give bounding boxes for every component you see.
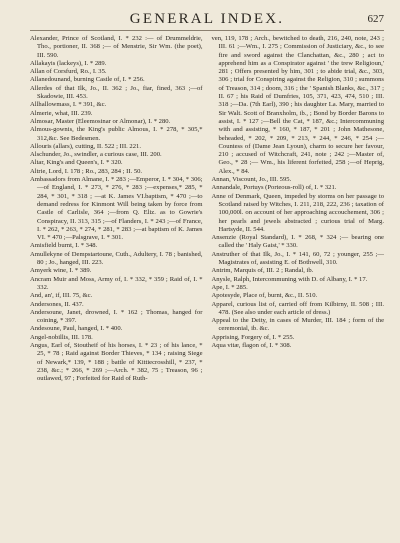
index-entry: Allan of Corsfurd, Ro., I. 35. [30,68,107,76]
index-entry: Apprising, Forgery of, I. * 255. [211,333,295,341]
index-entry: Allouris (allars), cutting, II. 522 ; III. 221. [30,142,141,150]
index-entry: And, an', if, III. 75, &c. [30,292,93,300]
index-entry: Almosar, Master (Eleemosinar or Almonar), I. * 280. [30,117,171,125]
index-entry: Ancram Muir and Moss, Army of, I. * 332, * 359 ; Raid of, I. * 332. [30,275,203,291]
index-entry: Allakayis (lackeys), I. * 289. [30,59,107,67]
index-entry: Almerie, what, III. 239. [30,109,93,117]
index-entry: Alexander, Prince of Scotland, I. * 232 :— of Drummeldrie, Tho., portioner, II. 368 ;— of Menstrie, Sir Wm. (the poet), III. 590. [30,35,203,59]
index-entry: ven, 119, 178 ; Arch., bewitched to death, 216, 240, note, 243 ; III. 61 ;—Wm., I. 275 ; Commission of Justiciary, &c., to see fire and sword against the Clanchattan, &c., 280 ; act to apprehend him as a Conspirator against ' the trew Religioun,' 281 ; Offers presented by him, 301 ; to abide trial, &c., 303, 306 ; trial for Conspiring against the Religion, 310 ; summons of Treason, 314 ; doom, 316 ; the ' Spanish Blanks, &c., 317 ; II. 67 ; his Raid of Dumfries, 105, 371, 423, 474, 510 ; III. 318 ;—Da. (7th Earl), 390 ; his daughter La. Mary, married to Sir Walt. Scott of Branxholm, ib., ; Bond by Border Barons to assist, I. * 127 ;—Bell the Cat, * 187, &c.; Intercommuning with and assisting, * 160, * 187, * 201 ; John Mathesone, beheaded, * 202, * 209, * 213, * 244, * 246, * 254 ;—Countess of (Dame Jean Lyoun), charm to secure her favour, 210 ; accused of Witchcraft, 241, note ; 242 ;—Master of, Geo., * 28 ;— Wm., his liferent forfeited, 258 ;—of Heprig, Alex., * 84. [211,35,384,175]
index-entry: Amyerk wine, I. * 389. [30,267,92,275]
page-title: GENERAL INDEX. [129,11,285,27]
index-entry: Antrim, Marquis of, III. 2 ; Randal, ib. [211,267,314,275]
index-entry: Annan, Viscount, Jo., III. 595. [211,176,292,184]
page-number: 627 [367,13,384,25]
right-column [212,35,385,383]
index-entry: Ansenzie (Royal Standard), I. * 268, * 324 ;— bearing one called the ' Haly Gaist,' * 330. [211,234,384,250]
index-entry: Annandale, Portuys (Porteous-roll) of, I. * 321. [211,184,337,192]
index-entry: Amisfield burnt, I. * 348. [30,242,98,250]
index-entry: Aqua vitæ, flagon of, I. * 308. [211,341,292,349]
index-entry: Appeal to the Deity, in cases of Murder, III. 184 ; form of the ceremonial, ib. &c. [211,317,384,333]
index-entry: Allanedounand, burning Castle of, I. * 256. [30,76,145,84]
index-entry: Angel-nobillis, III. 178. [30,333,93,341]
index-entry: Anne of Denmark, Queen, impeded by storms on her passage to Scotland raised by Witches, I. 211, 218, 222, 236 ; taxation of 100,000l. on account of her approaching accouchement, 306 ; her pearls and jewels abstracted ; curious trial of Marg. Hartsyde, II. 544. [211,192,384,233]
left-column [30,35,203,383]
index-entry: Alschunder, Jo., swindler, a curious case, III. 200. [30,151,162,159]
index-entry: Almous-gownis, the King's public Almous, I. * 278, * 305,* 312,&c. See Bedesmen. [30,126,203,142]
index-entry: Apparel, curious list of, carried off from Kilbirny, II. 508 ; III. 478. (See also under each article of dress.) [211,300,384,316]
index-columns [30,35,384,383]
index-entry: Anysle, Ralph, Intercommuning with D. of Albany, I. * 17. [211,275,368,283]
running-header [30,10,384,31]
index-entry: Andesoune, Paul, hanged, I. * 400. [30,325,123,333]
index-entry: Andersones, II. 437. [30,300,84,308]
index-entry: Allerdes of that Ilk, Jo., II. 362 ; Jo., fiar, fined, 363 ;—of Skadowie, III. 453. [30,84,203,101]
index-entry: Apotesyde, Place of, burnt, &c., II. 510. [211,292,318,300]
index-entry: Ambassadors from Almane, I. * 283 ;—Emperor, I. * 304, * 306;—of England, I. * 273, * 276, * 283 ;—expenses,* 285, * 284, * 301, * 318 ; —at K. James VI.baptism, * 470 ;—to demand redress for Kinmont Will being taken by force from Castle of Carlisle, 364 ;—from Q. Eliz. as to Gowrie's Conspiracy, II. 313, 315 ;—of Flanders, I. * 243 ;—of France, I. * 262, * 263, * 274, * 281, * 283 ;—at baptism of K. James VI. * 470 ;—Palsgrave, I. * 301. [30,176,203,242]
index-entry: Andersoune, Janet, drowned, I. * 162 ; Thomas, hanged for coining, * 397. [30,308,203,325]
index-entry: Allhallowmass, I. * 391, &c. [30,101,107,109]
index-entry: Angus, Earl of, Stoutheif of his horses, I. * 23 ; of his lance, * 25, * 78 ; Raid against Border Thieves, * 134 ; raising Siege of Newark,* 139, * 188 ; battle of Kittiecrosshill, * 237, * 238, &c.; * 266, * 269 ;—Arch. * 382, 75 ; Treason, 96 ; outlawed, 97 ; Forfeited for Raid of Ruth- [30,341,203,383]
index-entry: Altrie, Lord, I. 178 ; Ro., 283, 284 ; II. 50. [30,167,143,175]
index-entry: Altar, King's and Queen's, I. * 320. [30,159,123,167]
index-entry: Ape, I. * 285. [211,283,248,291]
index-entry: Amullekyne of Dempstartoune, Cuth., Adultery, I. 78 ; banished, 80 ; Jo., hanged, III. 223. [30,250,203,267]
index-entry: Anstruther of that Ilk, Jo., I. * 141, 60, 72 ; younger, 255 ;—Magistrates of, assisting E. of Bothwell, 310. [211,250,384,267]
